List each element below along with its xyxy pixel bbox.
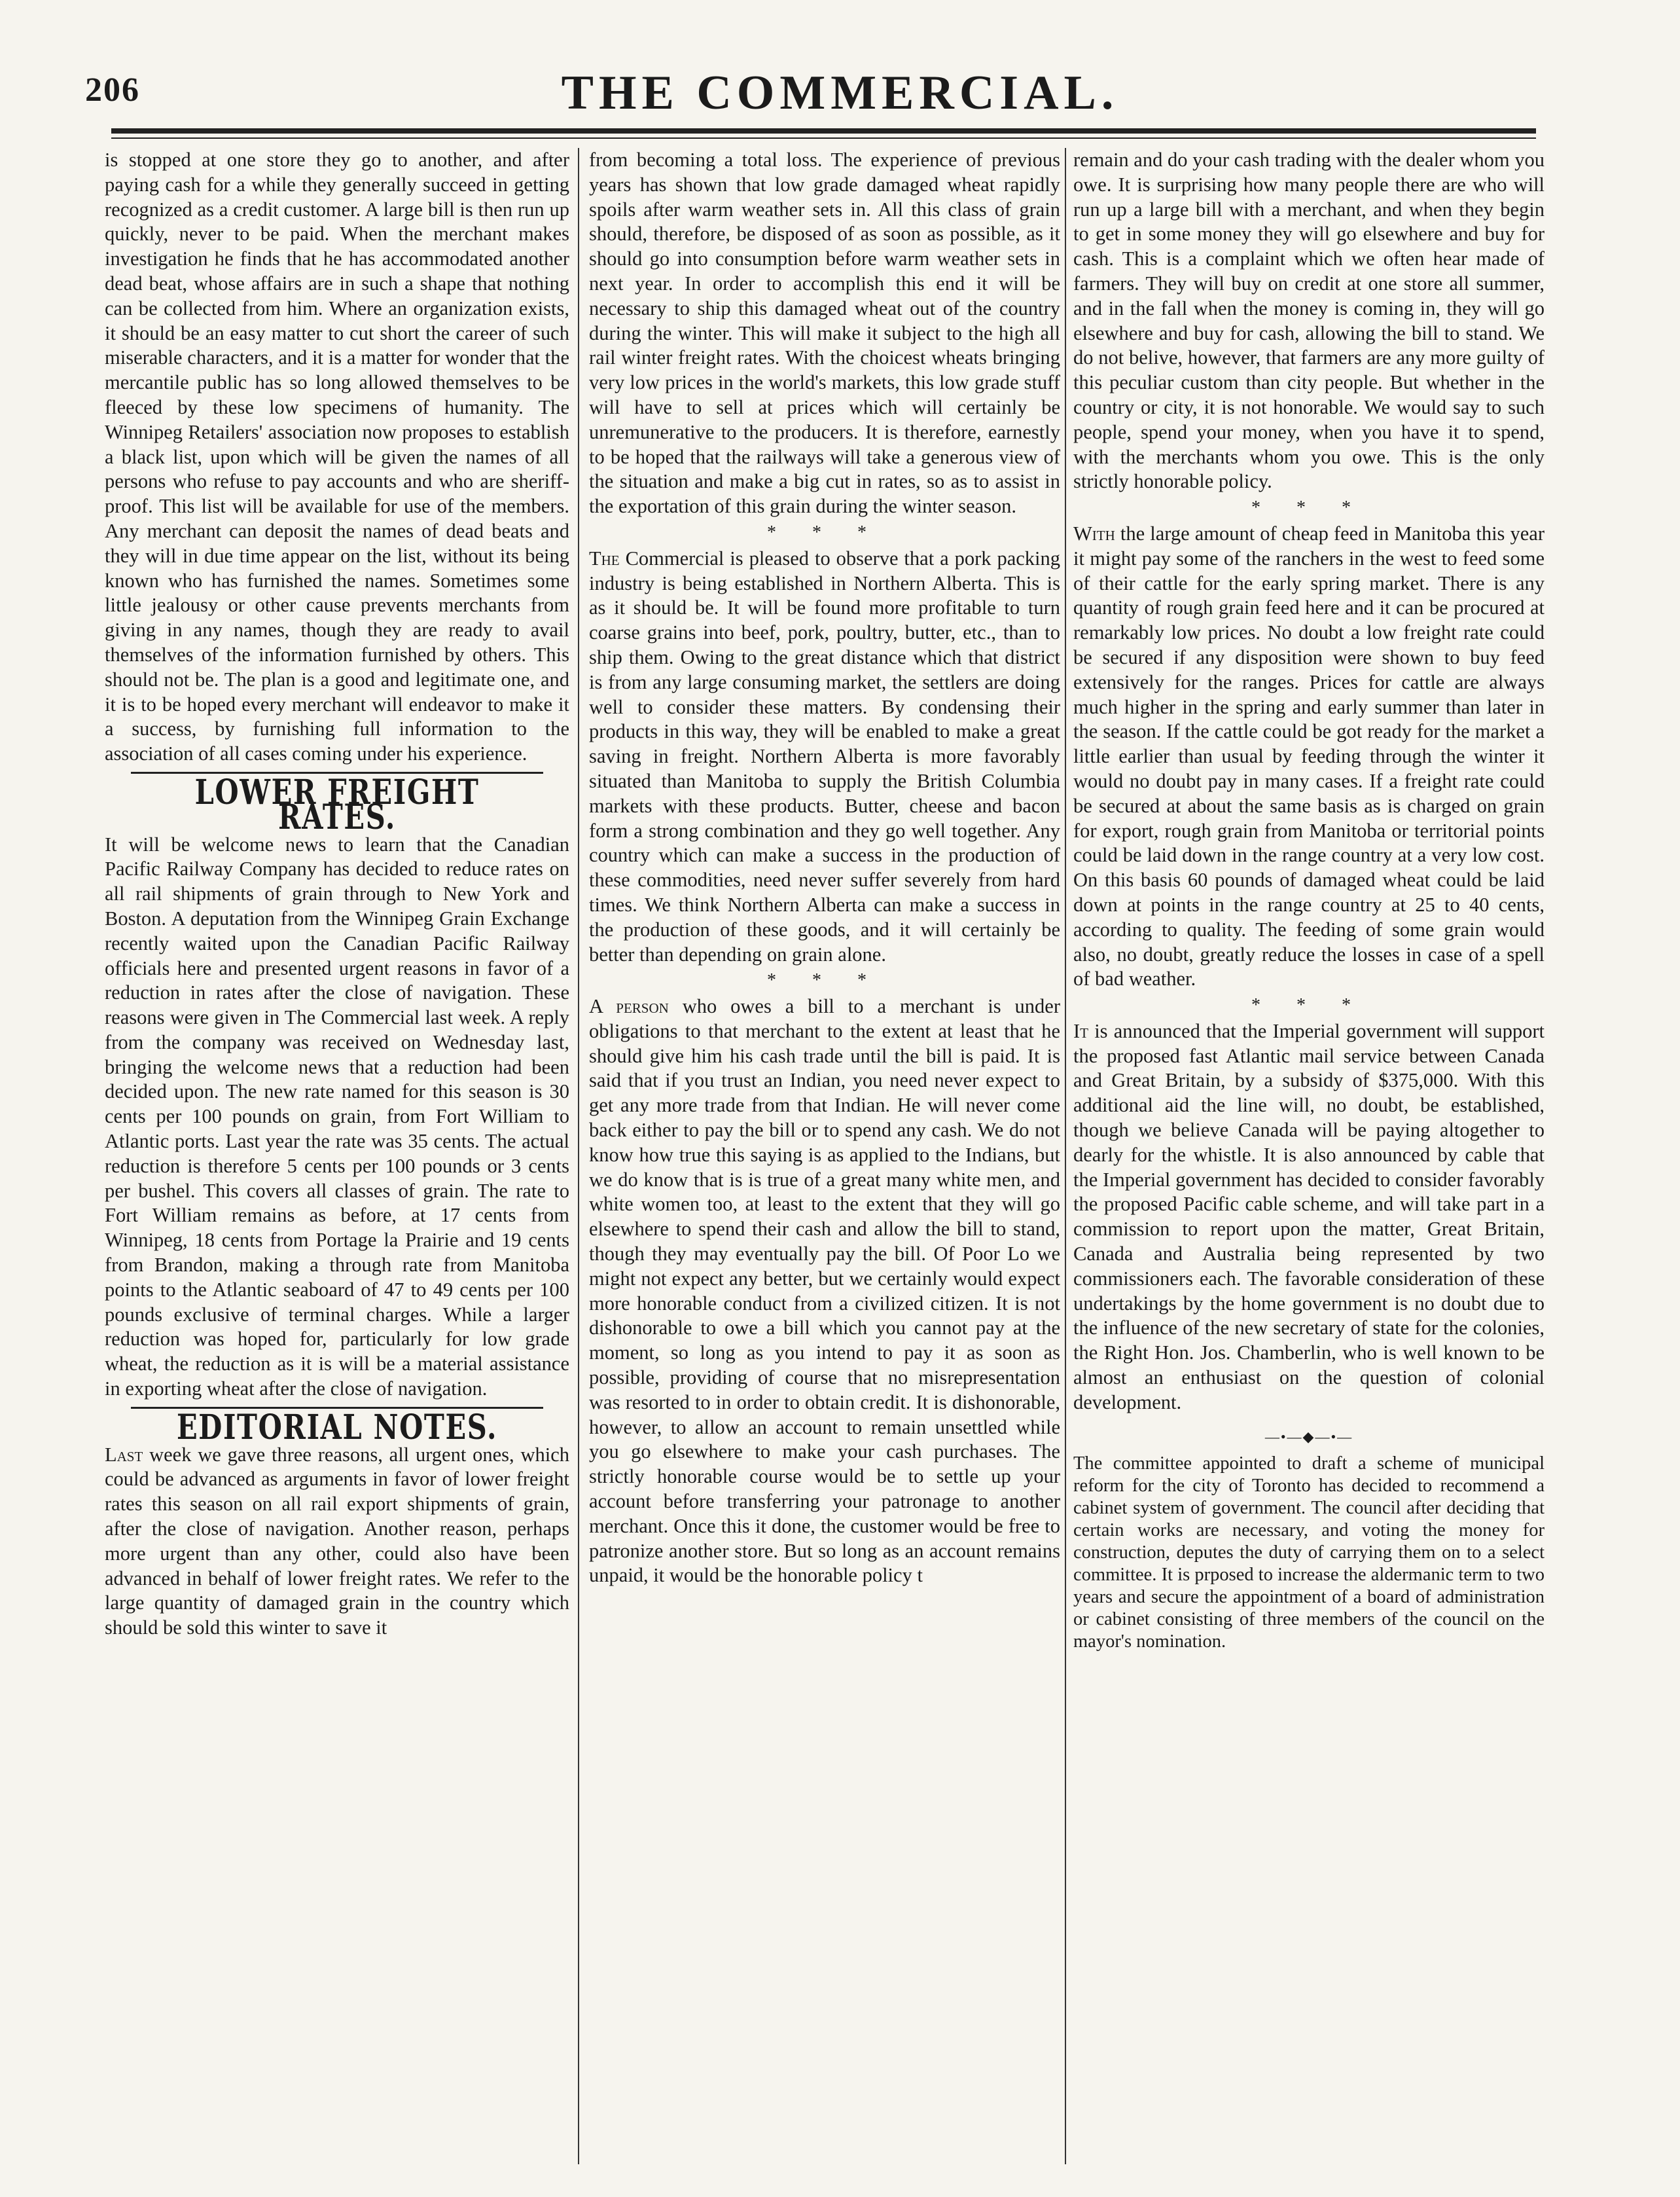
column-2: [589, 148, 1060, 2158]
section-stars: * * *: [1251, 995, 1367, 1016]
article-atlantic-mail-service: [1073, 1019, 1545, 1415]
article-toronto-municipal-reform: The committee appointed to draft a scheme of municipal reform for the city of Toronto has decided to recommend a cabinet system of government. The council after deciding that certain works are necessary, and voting the money for construction, deputes the duty of carrying them on to a select committee. It is prposed to increase the aldermanic term to two years and secure the appointment of a board of administration or cabinet consisting of three members of the council on the mayor's nomination.: [1073, 1453, 1545, 1652]
heading-lower-freight-rates: LOWER FREIGHT RATES.: [194, 772, 480, 837]
article-unpaid-bills-continued: remain and do your cash trading with the dealer whom you owe. It is surprising how many people there are who will run up a large bill with a merchant, and when they begin to get in some money they will go elsewhere and buy for cash. This is a complaint which we often hear made of farmers. They will buy on credit at one store all summer, and in the fall when the money is coming in, they will go elsewhere and buy for cash, allowing the bill to stand. We do not belive, however, that farmers are any more guilty of this peculiar custom than city people. But whether in the country or city, it is not honorable. We would say to such people, spend your money, when you have it to spend, with the merchants whom you owe. This is the only strictly honorable policy.: [1073, 149, 1545, 493]
header-rule-thin: [111, 137, 1536, 139]
article-unpaid-bills: [589, 994, 1060, 1588]
paragraph-text: the large amount of cheap feed in Manitoba this year it might pay some of the ranchers in the west to feed some of their cattle for the early spring market. There is any quantity of rough grain feed here and it can be procured at remarkably low prices. No doubt a low freight rate could be secured if any disposition were shown to buy feed extensively for the ranges. Prices for cattle are always much higher in the spring and early summer than later in the season. If the cattle could be got ready for the market a little earlier than usual by feeding through the winter it would no doubt pay in many cases. If a freight rate could be secured at about the same basis as is charged on grain for export, rough grain from Manitoba or territorial points could be laid down in the range country at a very low cost. On this basis 60 pounds of damaged wheat could be laid down at points in the range country at 25 to 40 cents, according to quality. The feeding of some grain would also, no doubt, greatly reduce the losses in case of a spell of bad weather.: [1073, 522, 1545, 990]
paragraph-text: week we gave three reasons, all urgent ones, which could be advanced as arguments in favor of lower freight rates this season on all rail export shipments of grain, after the close of navigation. Another reason, perhaps more urgent than any other, could also have been advanced in behalf of lower freight rates. We refer to the large quantity of damaged grain in the country which should be sold this winter to save it: [105, 1443, 569, 1639]
paragraph-text: is announced that the Imperial government will support the proposed fast Atlantic mail service between Canada and Great Britain, by a subsidy of $375,000. With this additional aid the line will, no doubt, be established, though we believe Canada will be paying altogether to dearly for the whistle. It is also announced by cable that the Imperial government has decided to consider favorably the proposed Pacific cable scheme, and will take part in a commission to report upon the matter, Great Britain, Canada and Australia being represented by two commissioners each. The favorable consideration of these undertakings by the home government is no doubt due to the influence of the new secretary of state for the colonies, the Right Hon. Jos. Chamberlin, who is well known to be almost an enthusiast on the question of colonial development.: [1073, 1019, 1545, 1413]
column-3: [1073, 148, 1545, 2158]
lead-word: With: [1073, 522, 1115, 545]
section-stars: * * *: [1251, 498, 1367, 518]
column-1: [105, 148, 569, 2158]
lead-word: It: [1073, 1019, 1088, 1042]
lead-word: Last: [105, 1443, 143, 1466]
section-stars: * * *: [767, 970, 882, 991]
ornament-divider: —•—◆—•—: [1264, 1428, 1353, 1445]
paragraph-text: Commercial is pleased to observe that a pork packing industry is being established in Northern Alberta. This is as it should be. It will be found more profitable to turn coarse grains into beef, pork, poultry, butter, etc., than to ship them. Owing to the great distance which that district is from any large consuming market, the settlers are doing well to consider these matters. By condensing their products in this way, they will be enabled to make a great saving in freight. Northern Alberta is more favorably situated than Manitoba to supply the British Columbia markets with these products. Butter, cheese and bacon form a strong combination and they go well together. Any country which can make a success in the production of these commodities, need never suffer severely from hard times. We think Northern Alberta can make a success in the production of these goods, and it will certainly be better than depending on grain alone.: [589, 547, 1060, 966]
column-divider-2: [1065, 148, 1066, 2164]
masthead-title: THE COMMERCIAL.: [561, 66, 1119, 120]
page-number: 206: [85, 71, 140, 109]
article-damaged-grain-continued: from becoming a total loss. The experience of previous years has shown that low grade damaged wheat rapidly spoils after warm weather sets in. All this class of grain should, therefore, be disposed of as soon as possible, as it should go into consumption before warm weather sets in next year. In order to accomplish this end it will be necessary to ship this damaged wheat out of the country during the winter. This will make it subject to the high all rail winter freight rates. With the choicest wheats bringing very low prices in the world's markets, this low grade stuff will have to sell at prices which will certainly be unremunerative to the producers. It is therefore, earnestly to be hoped that the railways will take a generous view of the situation and make a big cut in rates, so as to assist in the exportation of this grain during the winter season.: [589, 149, 1060, 518]
lead-word: The: [589, 547, 620, 570]
header-rule-thick: [111, 128, 1536, 134]
paragraph-text: who owes a bill to a merchant is under obligations to that merchant to the extent at least that he should give him his cash trade until the bill is paid. It is said that if you trust an Indian, you need never expect to get any more trade from that Indian. He will never come back either to pay the bill or to spend any cash. We do not know how true this saying is as applied to the Indians, but we do know that is is true of a great many white men, and white women too, at least to the extent that they will go elsewhere to spend their cash and allow the bill to stand, though they may eventually pay the bill. Of Poor Lo we might not expect any better, but we certainly would expect more honorable conduct from a civilized citizen. It is not dishonorable to owe a bill which you cannot pay at the moment, so long as you intend to pay it as soon as possible, providing of course that no misrepresentation was resorted to in order to obtain credit. It is dishonorable, however, to allow an account to remain unsettled while you go elsewhere to make your cash purchases. The strictly honorable course would be to settle up your account before transferring your patronage to another merchant. Once this it done, the customer would be free to patronize another store. But so long as an account remains unpaid, it would be the honorable policy t: [589, 995, 1060, 1587]
column-divider-1: [578, 148, 579, 2164]
article-cheap-feed: [1073, 522, 1545, 992]
article-editorial-damaged-grain: [105, 1443, 569, 1641]
section-stars: * * *: [767, 522, 882, 543]
lead-word: A person: [589, 995, 669, 1018]
heading-editorial-notes: EDITORIAL NOTES.: [176, 1407, 498, 1447]
article-pork-packing: [589, 547, 1060, 968]
article-lower-freight-rates: It will be welcome news to learn that the Canadian Pacific Railway Company has decided to reduce rates on all rail shipments of grain through to New York and Boston. A deputation from the Winnipeg Grain Exchange recently waited upon the Canadian Pacific Railway officials here and presented urgent reasons in favor of a reduction in rates after the close of navigation. These reasons were given in The Commercial last week. A reply from the company was received on Wednesday last, bringing the welcome news that a reduction had been decided upon. The new rate named for this season is 30 cents per 100 pounds on grain, from Fort William to Atlantic ports. Last year the rate was 35 cents. The actual reduction is therefore 5 cents per 100 pounds or 3 cents per bushel. This covers all classes of grain. The rate to Fort William remains as before, at 17 cents from Winnipeg, 18 cents from Portage la Prairie and 19 cents from Brandon, making a through rate from Manitoba points to the Atlantic seaboard of 47 to 49 cents per 100 pounds exclusive of terminal charges. While a larger reduction was hoped for, particularly for low grade wheat, the reduction as it is will be a material assistance in exporting wheat after the close of navigation.: [105, 833, 569, 1400]
article-retailers-blacklist: is stopped at one store they go to another, and after paying cash for a while they generally succeed in getting recognized as a credit customer. A large bill is then run up quickly, never to be paid. When the merchant makes investigation he finds that he has accommodated another dead beat, whose affairs are in such a shape that nothing can be collected from him. Where an organization exists, it should be an easy matter to cut short the career of such miserable characters, and it is a matter for wonder that the mercantile public has so long allowed themselves to be fleeced by these low specimens of humanity. The Winnipeg Retailers' association now proposes to establish a black list, upon which will be given the names of all persons who refuse to pay accounts and who are sheriff-proof. This list will be available for use of the members. Any merchant can deposit the names of dead beats and they will in due time appear on the list, without its being known who has furnished the names. Sometimes some little jealousy or other cause prevents merchants from giving in any names, though they are ready to avail themselves of the information furnished by others. This should not be. The plan is a good and legitimate one, and it is to be hoped every merchant will endeavor to make it a success, by furnishing full information to the association of all cases coming under his experience.: [105, 149, 569, 765]
